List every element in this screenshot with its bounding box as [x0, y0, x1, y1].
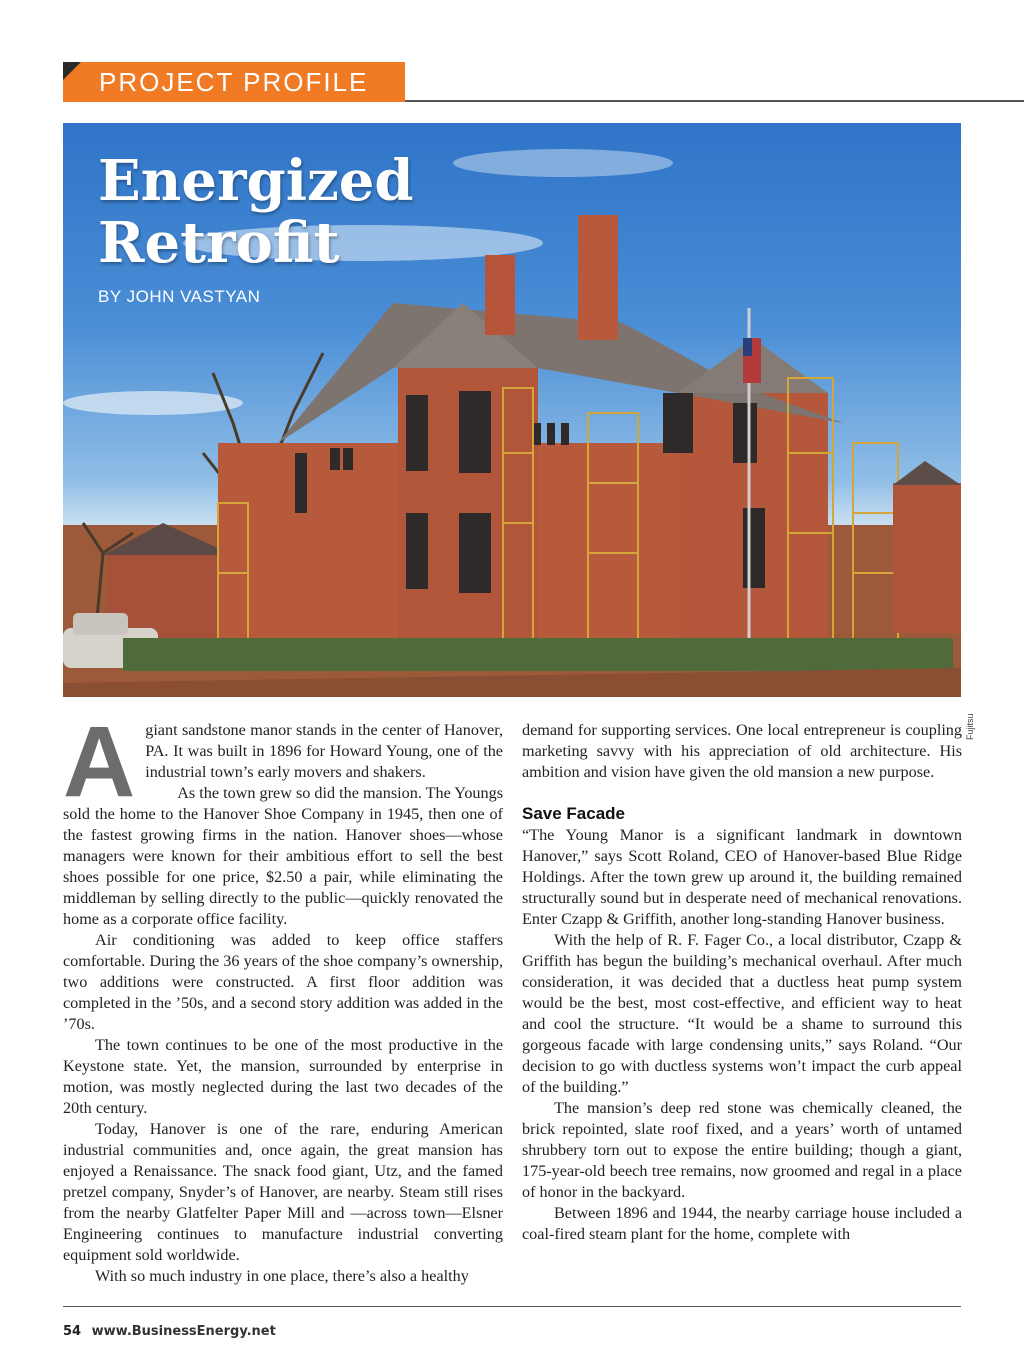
- paragraph: demand for supporting services. One local entrepreneur is coupling marketing savvy with his appreciation of old architecture. His ambition and vision have given the old mansion a new purpose.: [522, 721, 962, 781]
- paragraph: As the town grew so did the mansion. The Youngs sold the home to the Hanover Shoe Company in 1945, then one of the fastest growing firms in the nation. Hanover shoes—whose managers were known for their ambitious effort to sell the best shoes possible for one price, $2.50 a pair, while eliminating the middleman by selling directly to the public—quickly renovated the home as a corporate office facility.: [63, 784, 503, 928]
- article-left-column: [63, 706, 503, 1287]
- website-link[interactable]: www.BusinessEnergy.net: [91, 1324, 276, 1339]
- byline: BY JOHN VASTYAN: [98, 287, 261, 306]
- section-tab: [63, 62, 405, 102]
- dropcap: A: [63, 706, 136, 818]
- paragraph: The mansion’s deep red stone was chemically cleaned, the brick repointed, slate roof fixed, and a years’ worth of untamed shrubbery torn out to expose the entire building; though a giant, 175-year-old beech tree remains, now groomed and regal in a place of honor in the backyard.: [522, 1099, 962, 1201]
- paragraph: “The Young Manor is a significant landmark in downtown Hanover,” says Scott Roland, CEO of Hanover-based Blue Ridge Holdings. After the town grew up around it, the building remained structurally sound but in desperate need of mechanical renovations. Enter Czapp & Griffith, another long-standing Hanover business.: [522, 826, 962, 928]
- paragraph-text: giant sandstone manor stands in the center of Hanover, PA. It was built in 1896 for Howard Young, one of the industrial town’s early movers and shakers.: [145, 721, 503, 781]
- footer-rule: [63, 1306, 961, 1307]
- paragraph: Air conditioning was added to keep office staffers comfortable. During the 36 years of the shoe company’s ownership, two additions were constructed. A first floor addition was completed in the ’50s, and a second story addition was added in the ’70s.: [63, 931, 503, 1033]
- tab-corner-decoration: [63, 62, 81, 80]
- paragraph: With so much industry in one place, there’s also a healthy: [95, 1267, 469, 1285]
- paragraph: Today, Hanover is one of the rare, enduring American industrial communities and, once again, the great mansion has enjoyed a Renaissance. The snack food giant, Utz, and the famed pretzel company, Snyder’s of Hanover, are nearby. Steam still rises from the nearby Glatfelter Paper Mill and —across town—Elsner Engineering continues to manufacture industrial converting equipment sold worldwide.: [63, 1120, 503, 1264]
- subheading: Save Facade: [522, 804, 626, 823]
- header-rule: [405, 100, 1024, 102]
- paragraph: [63, 706, 503, 818]
- page-number: 54: [63, 1324, 82, 1339]
- article-right-column: [522, 720, 962, 1245]
- paragraph: The town continues to be one of the most productive in the Keystone state. Yet, the mansion, surrounded by enterprise in motion, was mostly neglected during the last two decades of the 20th century.: [63, 1036, 503, 1117]
- article-title: Energized Retrofit: [98, 148, 414, 276]
- section-label: PROJECT PROFILE: [99, 67, 369, 97]
- paragraph: Between 1896 and 1944, the nearby carriage house included a coal-fired steam plant for the home, complete with: [522, 1204, 962, 1243]
- photo-credit: Fujitsu: [965, 713, 975, 740]
- paragraph: With the help of R. F. Fager Co., a local distributor, Czapp & Griffith has begun the building’s mechanical overhaul. After much consideration, it was decided that a ductless heat pump system would be the best, most cost-effective, and efficient way to heat and cool the structure. “It would be a shame to surround this gorgeous facade with large condensing units,” says Roland. “Our decision to go with ductless systems won’t impact the curb appeal of the building.”: [522, 931, 962, 1096]
- page-footer: [63, 1324, 276, 1339]
